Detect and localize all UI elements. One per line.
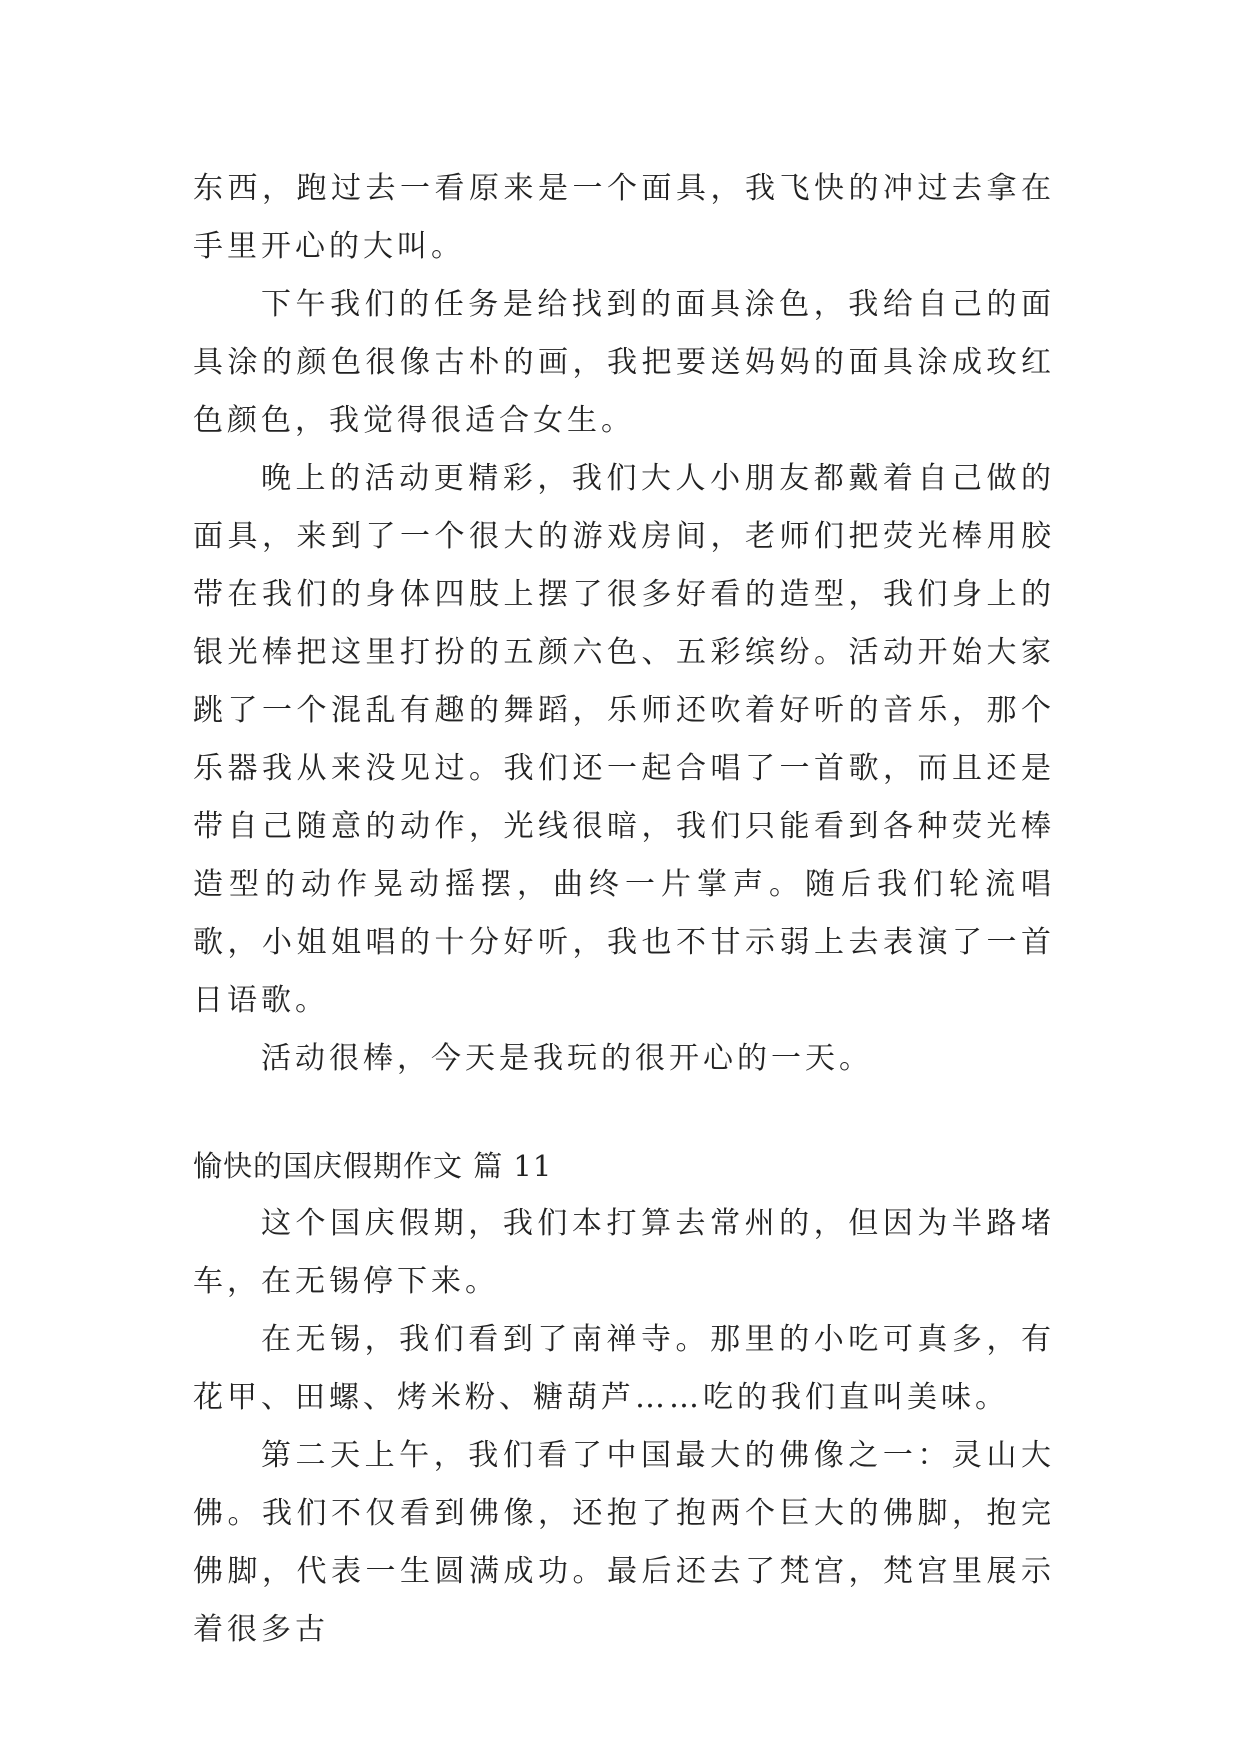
paragraph-conclusion: 活动很棒，今天是我玩的很开心的一天。	[261, 1041, 873, 1076]
document-page	[193, 160, 1055, 1659]
paragraph-evening-activity: 晚上的活动更精彩，我们大人小朋友都戴着自己做的面具，来到了一个很大的游戏房间，老师们把荧光棒用胶带在我们的身体四肢上摆了很多好看的造型，我们身上的银光棒把这里打扮的五颜六色、五彩缤纷。活动开始大家跳了一个混乱有趣的舞蹈，乐师还吹着好听的音乐，那个乐器我从来没见过。我们还一起合唱了一首歌，而且还是带自己随意的动作，光线很暗，我们只能看到各种荧光棒造型的动作晃动摇摆，曲终一片掌声。随后我们轮流唱歌，小姐姐唱的十分好听，我也不甘示弱上去表演了一首日语歌。	[193, 461, 1055, 1018]
paragraph-holiday-plan: 这个国庆假期，我们本打算去常州的，但因为半路堵车，在无锡停下来。	[193, 1206, 1055, 1299]
paragraph-continued: 东西，跑过去一看原来是一个面具，我飞快的冲过去拿在手里开心的大叫。	[193, 171, 1055, 264]
paragraph-wuxi-snacks: 在无锡，我们看到了南禅寺。那里的小吃可真多，有花甲、田螺、烤米粉、糖葫芦……吃的我们直叫美味。	[193, 1322, 1055, 1415]
paragraph-afternoon-masks: 下午我们的任务是给找到的面具涂色，我给自己的面具涂的颜色很像古朴的画，我把要送妈妈的面具涂成玫红色颜色，我觉得很适合女生。	[193, 287, 1055, 438]
section-title: 愉快的国庆假期作文 篇 11	[193, 1149, 553, 1183]
paragraph-lingshan-buddha: 第二天上午，我们看了中国最大的佛像之一：灵山大佛。我们不仅看到佛像，还抱了抱两个巨大的佛脚，抱完佛脚，代表一生圆满成功。最后还去了梵宫，梵宫里展示着很多古	[193, 1438, 1055, 1647]
